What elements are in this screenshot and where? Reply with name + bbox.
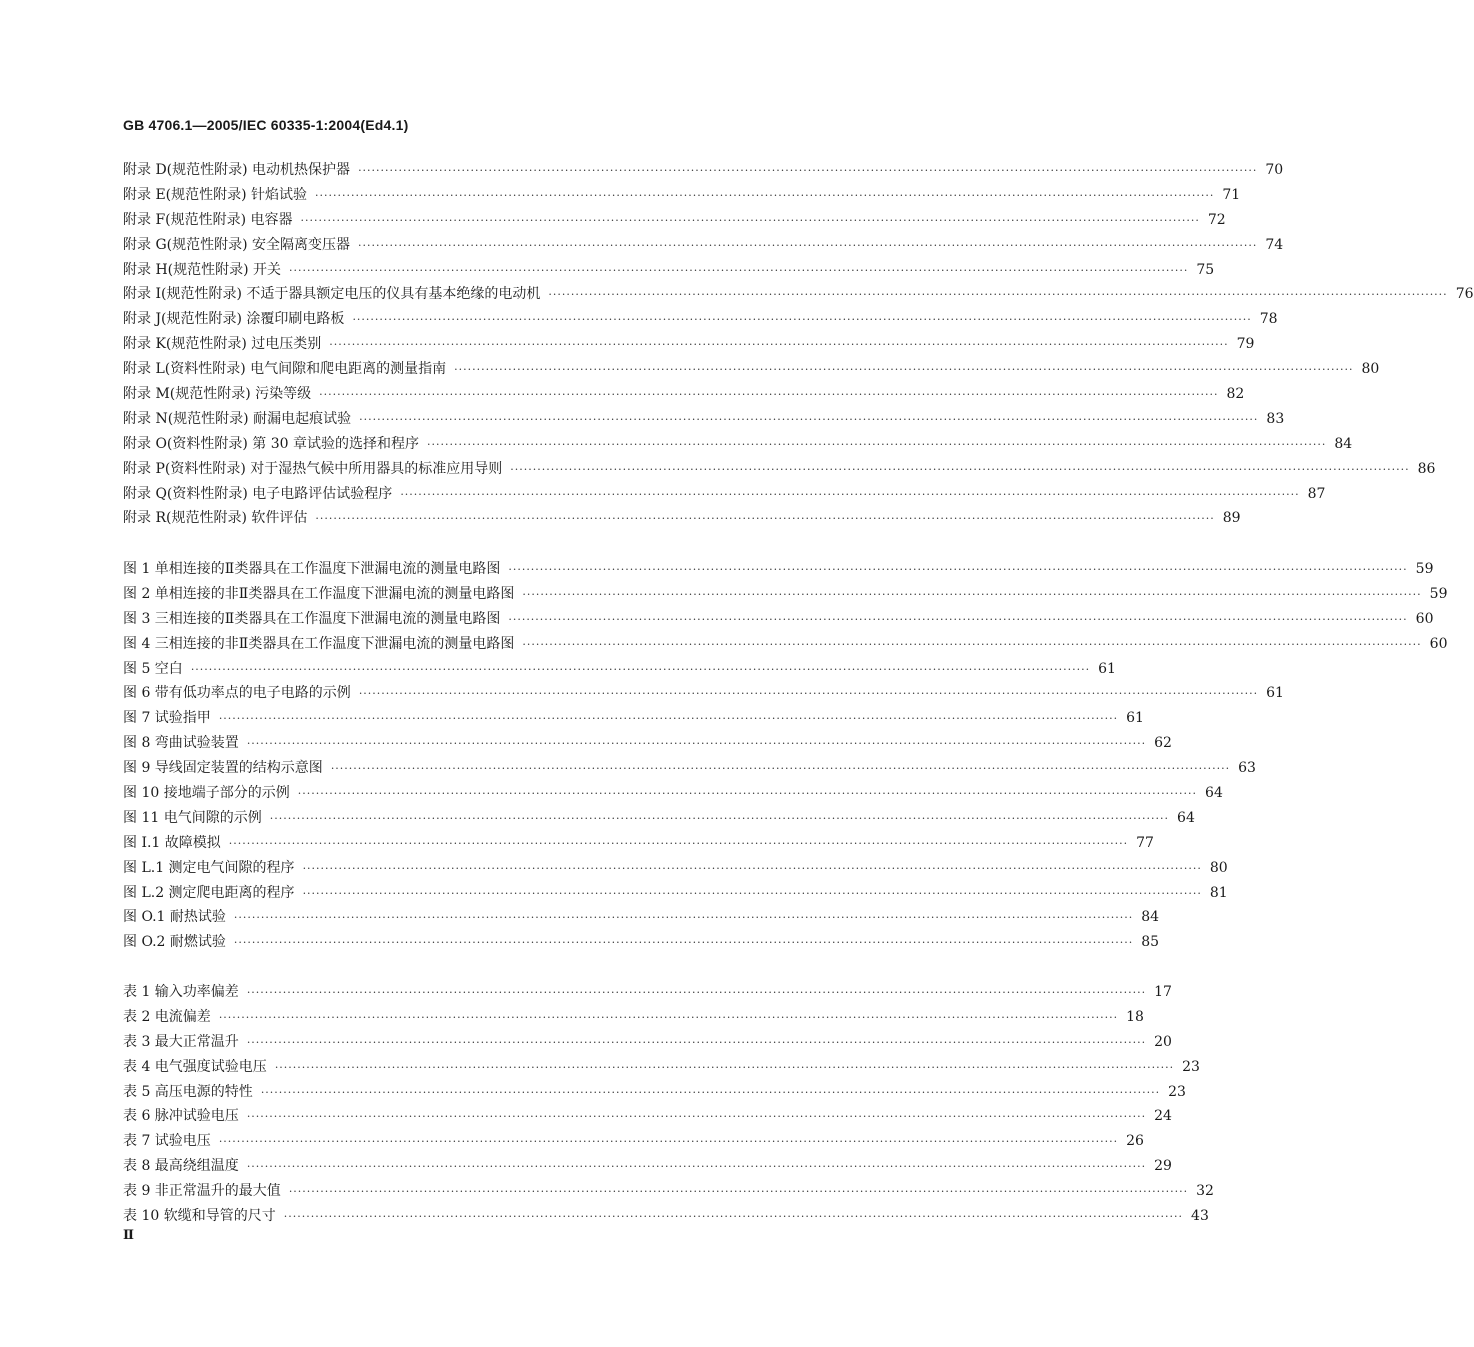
- toc-entry[interactable]: [123, 457, 1436, 482]
- dot-leader: ········································································································································································································: [510, 462, 1410, 476]
- toc-entry-label: 表 8 最高绕组温度: [123, 1158, 239, 1175]
- toc-entry[interactable]: [123, 681, 1284, 706]
- toc-entry-page: 87: [1307, 485, 1326, 502]
- dot-leader: ········································································································································································································: [508, 612, 1408, 626]
- toc-entry-page: 76: [1455, 286, 1474, 303]
- dot-leader: ········································································································································································································: [315, 512, 1215, 526]
- toc-entry[interactable]: [123, 980, 1172, 1005]
- toc-entry[interactable]: [123, 506, 1241, 531]
- toc-entry-label: 附录 G(规范性附录) 安全隔离变压器: [123, 236, 351, 253]
- figure-list: [123, 557, 1448, 955]
- toc-entry-page: 60: [1429, 635, 1448, 652]
- toc-entry[interactable]: [123, 1005, 1144, 1030]
- toc-entry-label: 图 8 弯曲试验装置: [123, 735, 239, 752]
- toc-entry[interactable]: [123, 432, 1353, 457]
- toc-entry[interactable]: [123, 382, 1245, 407]
- dot-leader: ········································································································································································································: [300, 213, 1200, 227]
- toc-entry-page: 61: [1266, 685, 1284, 702]
- toc-entry-label: 表 2 电流偏差: [123, 1008, 211, 1025]
- dot-leader: ········································································································································································································: [274, 1060, 1175, 1074]
- toc-entry[interactable]: [123, 756, 1256, 781]
- toc-entry-label: 附录 F(规范性附录) 电容器: [123, 211, 293, 228]
- dot-leader: ········································································································································································································: [269, 811, 1170, 825]
- toc-entry-label: 表 4 电气强度试验电压: [123, 1058, 267, 1075]
- toc-entry-label: 图 4 三相连接的非Ⅱ类器具在工作温度下泄漏电流的测量电路图: [123, 635, 515, 652]
- toc-entry[interactable]: [123, 1204, 1209, 1229]
- toc-entry[interactable]: [123, 1030, 1172, 1055]
- toc-entry[interactable]: [123, 632, 1448, 657]
- dot-leader: ········································································································································································································: [302, 886, 1202, 900]
- dot-leader: ········································································································································································································: [246, 1160, 1147, 1174]
- page-folio: Ⅱ: [123, 1228, 134, 1243]
- toc-entry-label: 附录 L(资料性附录) 电气间隙和爬电距离的测量指南: [123, 361, 447, 378]
- toc-entry-page: 83: [1266, 410, 1285, 427]
- toc-entry[interactable]: [123, 930, 1160, 955]
- toc-entry-label: 表 10 软缆和导管的尺寸: [123, 1208, 276, 1225]
- dot-leader: ········································································································································································································: [190, 662, 1091, 676]
- toc-entry-page: 71: [1222, 186, 1241, 203]
- toc-entry-page: 23: [1168, 1083, 1186, 1100]
- toc-entry-label: 表 3 最大正常温升: [123, 1033, 239, 1050]
- toc-entry-label: 表 9 非正常温升的最大值: [123, 1183, 281, 1200]
- dot-leader: ········································································································································································································: [358, 687, 1259, 701]
- toc-entry[interactable]: [123, 1179, 1214, 1204]
- toc-entry[interactable]: [123, 332, 1255, 357]
- toc-entry[interactable]: [123, 1055, 1200, 1080]
- dot-leader: ········································································································································································································: [246, 737, 1147, 751]
- appendix-list: [123, 158, 1474, 531]
- dot-leader: ········································································································································································································: [522, 587, 1422, 601]
- toc-entry[interactable]: [123, 482, 1326, 507]
- toc-entry-page: 84: [1141, 909, 1160, 926]
- dot-leader: ········································································································································································································: [233, 911, 1134, 925]
- toc-entry-label: 图 O.2 耐燃试验: [123, 934, 226, 951]
- toc-entry[interactable]: [123, 731, 1172, 756]
- toc-entry-page: 43: [1191, 1208, 1209, 1225]
- toc-entry-label: 附录 K(规范性附录) 过电压类别: [123, 336, 322, 353]
- toc-entry-label: 图 O.1 耐热试验: [123, 909, 226, 926]
- toc-entry-label: 图 L.1 测定电气间隙的程序: [123, 859, 295, 876]
- document-header: GB 4706.1—2005/IEC 60335-1:2004(Ed4.1): [123, 117, 409, 133]
- toc-entry[interactable]: [123, 607, 1434, 632]
- toc-entry-label: 图 I.1 故障模拟: [123, 834, 221, 851]
- toc-entry-page: 17: [1154, 984, 1172, 1000]
- dot-leader: ········································································································································································································: [358, 164, 1258, 177]
- dot-leader: ········································································································································································································: [228, 836, 1129, 850]
- toc-entry-page: 29: [1154, 1158, 1172, 1175]
- toc-entry[interactable]: [123, 905, 1160, 930]
- toc-entry[interactable]: [123, 706, 1144, 731]
- toc-entry[interactable]: [123, 831, 1154, 856]
- toc-entry-label: 图 10 接地端子部分的示例: [123, 785, 290, 802]
- dot-leader: ········································································································································································································: [289, 263, 1189, 277]
- dot-leader: ········································································································································································································: [218, 1010, 1119, 1024]
- toc-entry-label: 图 1 单相连接的Ⅱ类器具在工作温度下泄漏电流的测量电路图: [123, 561, 501, 577]
- toc-entry-label: 附录 H(规范性附录) 开关: [123, 261, 282, 278]
- toc-entry-page: 78: [1259, 311, 1278, 328]
- dot-leader: ········································································································································································································: [246, 1035, 1147, 1049]
- table-list: [123, 980, 1214, 1229]
- toc-entry[interactable]: [123, 307, 1278, 332]
- toc-entry-label: 图 5 空白: [123, 660, 183, 677]
- toc-entry-page: 23: [1182, 1058, 1200, 1075]
- toc-entry-label: 附录 M(规范性附录) 污染等级: [123, 386, 312, 403]
- toc-entry-page: 20: [1154, 1033, 1172, 1050]
- toc-entry[interactable]: [123, 1104, 1172, 1129]
- toc-entry[interactable]: [123, 1129, 1144, 1154]
- toc-entry-page: 86: [1417, 460, 1436, 477]
- toc-entry-label: 图 L.2 测定爬电距离的程序: [123, 884, 295, 901]
- toc-entry-label: 附录 N(规范性附录) 耐漏电起痕试验: [123, 410, 352, 427]
- toc-entry[interactable]: [123, 158, 1284, 183]
- toc-entry-page: 59: [1429, 585, 1448, 602]
- toc-entry-label: 附录 E(规范性附录) 针焰试验: [123, 186, 308, 203]
- dot-leader: ········································································································································································································: [508, 563, 1408, 576]
- toc-entry[interactable]: [123, 407, 1285, 432]
- toc-entry-page: 70: [1265, 162, 1284, 178]
- toc-entry-page: 62: [1154, 735, 1172, 752]
- toc-entry[interactable]: [123, 557, 1434, 582]
- toc-entry-page: 79: [1236, 336, 1255, 353]
- toc-entry-page: 89: [1222, 510, 1241, 527]
- toc-entry-label: 图 6 带有低功率点的电子电路的示例: [123, 685, 351, 702]
- toc-entry-label: 附录 P(资料性附录) 对于湿热气候中所用器具的标准应用导则: [123, 460, 503, 477]
- dot-leader: ········································································································································································································: [359, 412, 1259, 426]
- toc-entry[interactable]: [123, 233, 1284, 258]
- toc-entry-label: 附录 O(资料性附录) 第 30 章试验的选择和程序: [123, 435, 420, 452]
- toc-entry-page: 84: [1334, 435, 1353, 452]
- toc-entry[interactable]: [123, 806, 1195, 831]
- toc-entry-page: 60: [1415, 610, 1434, 627]
- dot-leader: ········································································································································································································: [246, 1110, 1147, 1124]
- toc-entry-label: 附录 D(规范性附录) 电动机热保护器: [123, 162, 351, 178]
- toc-entry[interactable]: [123, 208, 1226, 233]
- toc-entry[interactable]: [123, 357, 1380, 382]
- dot-leader: ········································································································································································································: [233, 936, 1134, 950]
- toc-entry-label: 表 6 脉冲试验电压: [123, 1108, 239, 1125]
- toc-entry[interactable]: [123, 183, 1241, 208]
- toc-entry[interactable]: [123, 856, 1228, 881]
- toc-entry[interactable]: [123, 258, 1215, 283]
- toc-entry-label: 表 1 输入功率偏差: [123, 984, 239, 1000]
- dot-leader: ········································································································································································································: [319, 388, 1219, 402]
- toc-entry-label: 附录 J(规范性附录) 涂覆印刷电路板: [123, 311, 345, 328]
- toc-entry-page: 59: [1415, 561, 1434, 577]
- dot-leader: ········································································································································································································: [358, 238, 1258, 252]
- dot-leader: ········································································································································································································: [315, 188, 1215, 202]
- dot-leader: ········································································································································································································: [427, 437, 1327, 451]
- dot-leader: ········································································································································································································: [548, 288, 1448, 302]
- toc-entry-page: 80: [1209, 859, 1228, 876]
- toc-entry-page: 80: [1361, 361, 1380, 378]
- toc-entry-page: 75: [1196, 261, 1215, 278]
- toc-entry-page: 61: [1098, 660, 1116, 677]
- dot-leader: ········································································································································································································: [352, 313, 1252, 327]
- toc-entry-page: 24: [1154, 1108, 1172, 1125]
- toc-entry-label: 图 9 导线固定装置的结构示意图: [123, 760, 323, 777]
- dot-leader: ········································································································································································································: [297, 787, 1198, 801]
- toc-entry-page: 74: [1265, 236, 1284, 253]
- dot-leader: ········································································································································································································: [218, 1135, 1119, 1149]
- toc-entry-page: 64: [1205, 785, 1223, 802]
- toc-entry-label: 图 11 电气间隙的示例: [123, 809, 262, 826]
- toc-entry[interactable]: [123, 781, 1223, 806]
- toc-entry-label: 表 7 试验电压: [123, 1133, 211, 1150]
- toc-entry-page: 72: [1207, 211, 1226, 228]
- toc-entry-page: 85: [1141, 934, 1160, 951]
- toc-entry-label: 附录 R(规范性附录) 软件评估: [123, 510, 308, 527]
- toc-entry[interactable]: [123, 582, 1448, 607]
- dot-leader: ········································································································································································································: [288, 1185, 1189, 1199]
- dot-leader: ········································································································································································································: [454, 363, 1354, 377]
- toc-entry-page: 82: [1226, 386, 1245, 403]
- toc-entry-label: 附录 I(规范性附录) 不适于器具额定电压的仪具有基本绝缘的电动机: [123, 286, 541, 303]
- toc-entry-page: 64: [1177, 809, 1195, 826]
- dot-leader: ········································································································································································································: [283, 1210, 1184, 1224]
- toc-entry[interactable]: [123, 881, 1228, 906]
- dot-leader: ········································································································································································································: [330, 762, 1231, 776]
- dot-leader: ········································································································································································································: [260, 1085, 1161, 1099]
- toc-entry-page: 81: [1209, 884, 1228, 901]
- toc-entry-page: 63: [1238, 760, 1256, 777]
- toc-entry-page: 61: [1126, 710, 1144, 727]
- toc-entry-page: 18: [1126, 1008, 1144, 1025]
- toc-entry[interactable]: [123, 1080, 1186, 1105]
- toc-entry-label: 图 3 三相连接的Ⅱ类器具在工作温度下泄漏电流的测量电路图: [123, 610, 501, 627]
- dot-leader: ········································································································································································································: [302, 861, 1202, 875]
- toc-entry-page: 32: [1196, 1183, 1214, 1200]
- toc-entry-page: 77: [1136, 834, 1154, 851]
- toc-entry[interactable]: [123, 282, 1474, 307]
- toc-entry-page: 26: [1126, 1133, 1144, 1150]
- toc-entry[interactable]: [123, 657, 1116, 682]
- toc-entry[interactable]: [123, 1154, 1172, 1179]
- dot-leader: ········································································································································································································: [218, 712, 1119, 726]
- dot-leader: ········································································································································································································: [246, 986, 1147, 999]
- dot-leader: ········································································································································································································: [329, 338, 1229, 352]
- dot-leader: ········································································································································································································: [522, 637, 1422, 651]
- toc-entry-label: 图 7 试验指甲: [123, 710, 211, 727]
- dot-leader: ········································································································································································································: [400, 487, 1300, 501]
- toc-entry-label: 表 5 高压电源的特性: [123, 1083, 253, 1100]
- toc-entry-label: 图 2 单相连接的非Ⅱ类器具在工作温度下泄漏电流的测量电路图: [123, 585, 515, 602]
- toc-entry-label: 附录 Q(资料性附录) 电子电路评估试验程序: [123, 485, 393, 502]
